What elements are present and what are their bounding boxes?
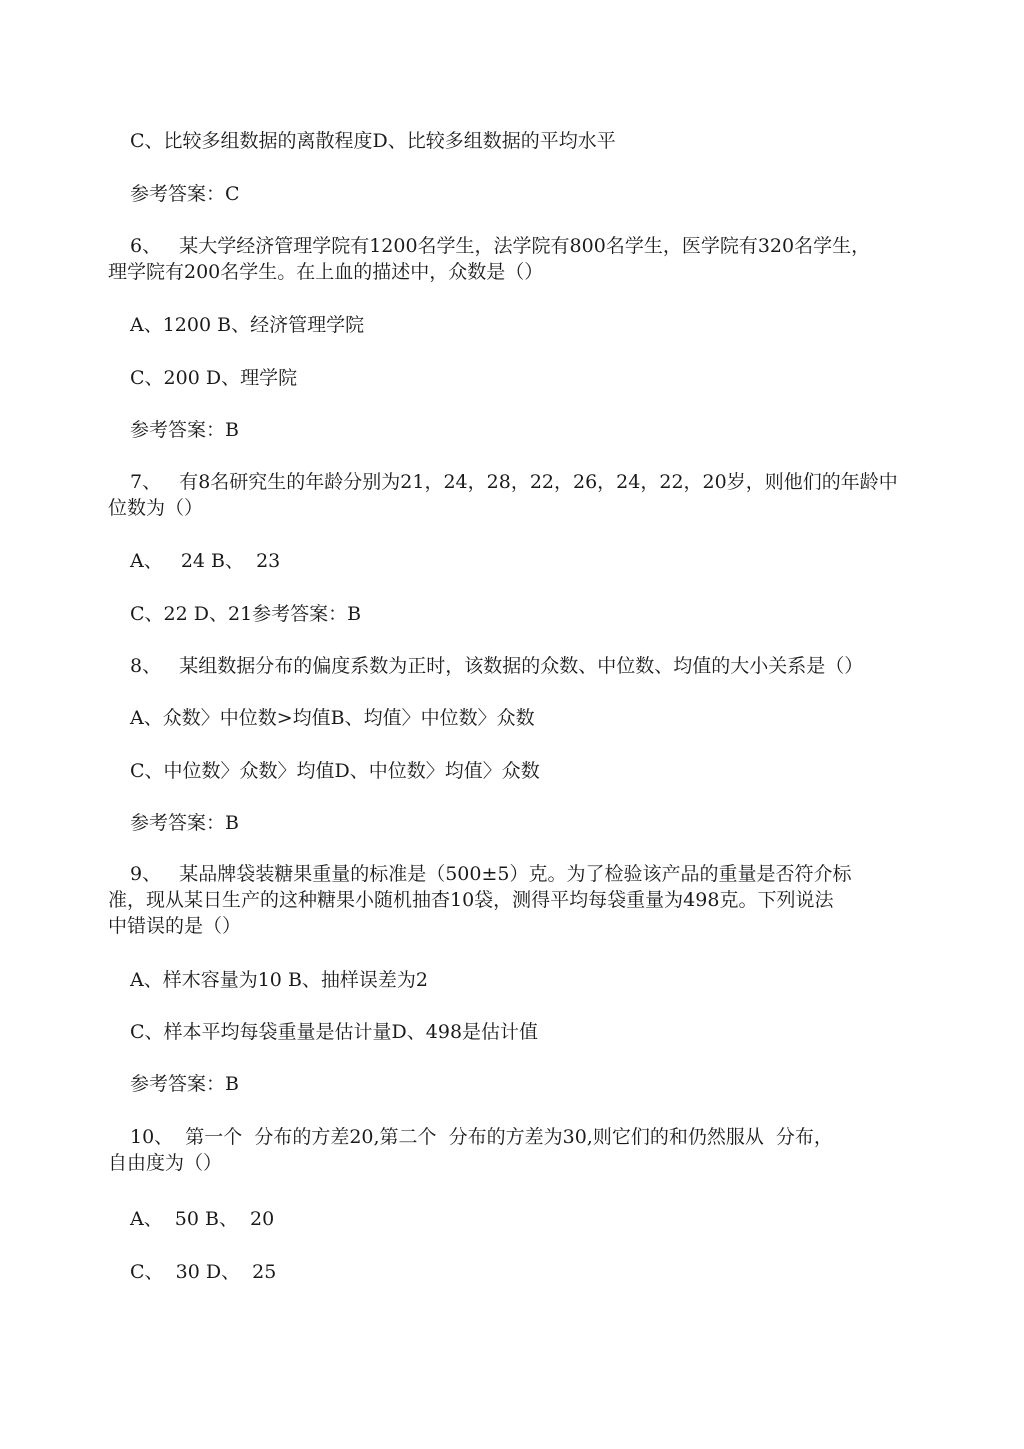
question-line: 9、 某品牌袋装糖果重量的标准是（500±5）克。为了检验该产品的重量是否符介标 [130, 863, 852, 885]
question-line: 8、 某组数据分布的偏度系数为正时，该数据的众数、中位数、均值的大小关系是（） [130, 655, 864, 677]
option-line: A、 24 B、 23 [130, 550, 281, 572]
question-line: 中错误的是（） [108, 915, 242, 937]
option-line: A、样木容量为10 B、抽样误差为2 [130, 969, 428, 991]
question-line: 7、 有8名研究生的年龄分别为21，24，28，22，26，24，22，20岁，则他们的年龄中 [130, 471, 898, 493]
option-line: A、1200 B、经济管理学院 [130, 314, 365, 336]
question-line: 自由度为（） [108, 1152, 223, 1174]
option-line: C、200 D、理学院 [130, 367, 298, 389]
option-line: C、样本平均每袋重量是估计量D、498是估计值 [130, 1021, 539, 1043]
answer-line: 参考答案：C [130, 183, 240, 205]
question-line: 6、 某大学经济管理学院有1200名学生，法学院有800名学生，医学院有320名学生， [130, 235, 871, 257]
answer-line: 参考答案：B [130, 419, 239, 441]
question-line: 准，现从某日生产的这种糖果小随机抽杳10袋，测得平均每袋重量为498克。下列说法 [108, 889, 834, 911]
option-line: C、 30 D、 25 [130, 1261, 277, 1283]
option-line: C、22 D、21参考答案：B [130, 603, 362, 625]
option-line: A、众数〉中位数>均值B、均值〉中位数〉众数 [130, 707, 535, 729]
question-line: 10、 第一个 分布的方差20,第二个 分布的方差为30,则它们的和仍然服从 分布， [130, 1126, 833, 1148]
option-line: C、中位数〉众数〉均值D、中位数〉均值〉众数 [130, 760, 540, 782]
option-line: A、 50 B、 20 [130, 1208, 275, 1230]
answer-line: 参考答案：B [130, 1073, 239, 1095]
question-line: 位数为（） [108, 497, 204, 519]
option-line: C、比较多组数据的离散程度D、比较多组数据的平均水平 [130, 130, 616, 152]
answer-line: 参考答案：B [130, 812, 239, 834]
question-line: 理学院有200名学生。在上血的描述中，众数是（） [108, 261, 544, 283]
